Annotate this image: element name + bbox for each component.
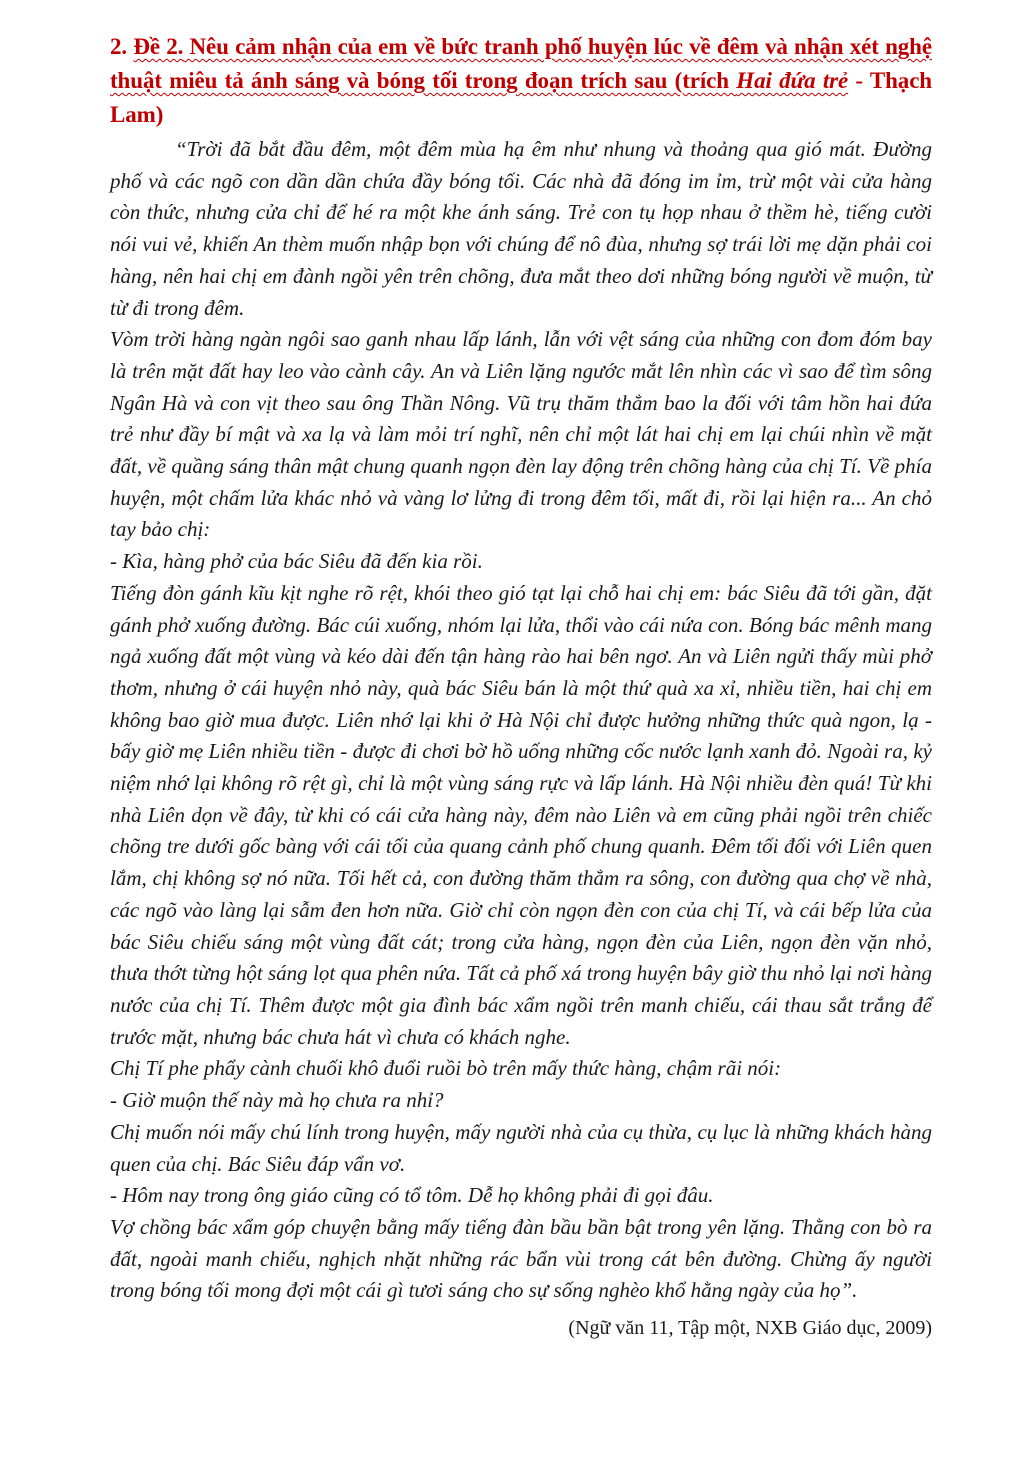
passage-paragraph: Vòm trời hàng ngàn ngôi sao ganh nhau lấp lánh, lẫn với vệt sáng của những con đom đóm bay là trên mặt đất hay leo vào cành cây. An và Liên lặng ngước mắt lên nhìn các vì sao để tìm sông Ngân Hà và con vịt theo sau ông Thần Nông. Vũ trụ thăm thẳm bao la đối với tâm hồn hai đứa trẻ như đầy bí mật và xa lạ và làm mỏi trí nghĩ, nên chỉ một lát hai chị em lại chúi nhìn về mặt đất, về quầng sáng thân mật chung quanh ngọn đèn lay động trên chõng hàng của chị Tí. Về phía huyện, một chấm lửa khác nhỏ và vàng lơ lửng đi trong đêm tối, mất đi, rồi lại hiện ra... An chỏ tay bảo chị: [110, 327, 932, 542]
passage-paragraph: Tiếng đòn gánh kĩu kịt nghe rõ rệt, khói theo gió tạt lại chỗ hai chị em: bác Siêu đã tới gần, đặt gánh phở xuống đường. Bác cúi xuống, nhóm lại lửa, thổi vào cái nứa con. Bóng bác mênh mang ngả xuống đất một vùng và kéo dài đến tận hàng rào hai bên ngơ. An và Liên ngửi thấy mùi phở thơm, nhưng ở cái huyện nhỏ này, quà bác Siêu bán là một thứ quà xa xỉ, nhiều tiền, hai chị em không bao giờ mua được. Liên nhớ lại khi ở Hà Nội chỉ được hưởng những thức quà ngon, lạ - bấy giờ mẹ Liên nhiều tiền - được đi chơi bờ hồ uống những cốc nước lạnh xanh đỏ. Ngoài ra, kỷ niệm nhớ lại không rõ rệt gì, chỉ là một vùng sáng rực và lấp lánh. Hà Nội nhiều đèn quá! Từ khi nhà Liên dọn về đây, từ khi có cái cửa hàng này, đêm nào Liên và em cũng phải ngồi trên chiếc chõng tre dưới gốc bàng với cái tối của quang cảnh phố chung quanh. Đêm tối đối với Liên quen lắm, chị không sợ nó nữa. Tối hết cả, con đường thăm thẳm ra sông, con đường qua chợ về nhà, các ngõ vào làng lại sẫm đen hơn nữa. Giờ chỉ còn ngọn đèn con của chị Tí, và cái bếp lửa của bác Siêu chiếu sáng một vùng đất cát; trong cửa hàng, ngọn đèn của Liên, ngọn đèn vặn nhỏ, thưa thớt từng hột sáng lọt qua phên nứa. Tất cả phố xá trong huyện bây giờ thu nhỏ lại nơi hàng nước của chị Tí. Thêm được một gia đình bác xẩm ngồi trên manh chiếu, cái thau sắt trắng để trước mặt, nhưng bác chưa hát vì chưa có khách nghe. [110, 580, 932, 1049]
question-label: Đề 2. [133, 34, 184, 59]
passage-paragraph: - Giờ muộn thế này mà họ chưa ra nhỉ? [110, 1088, 444, 1113]
passage-paragraph: Vợ chồng bác xẩm góp chuyện bằng mấy tiếng đàn bầu bần bật trong yên lặng. Thằng con bò ra đất, ngoài manh chiếu, nghịch nhặt những rác bẩn vùi trong cát bên đường. Chừng ấy người trong bóng tối mong đợi một cái gì tươi sáng cho sự sống nghèo khổ hằng ngày của họ”. [110, 1214, 932, 1303]
passage-paragraph: “Trời đã bắt đầu đêm, một đêm mùa hạ êm như nhung và thoảng qua gió mát. Đường phố và các ngõ con dần dần chứa đầy bóng tối. Các nhà đã đóng im ỉm, trừ một vài cửa hàng còn thức, nhưng cửa chỉ để hé ra một khe ánh sáng. Trẻ con tụ họp nhau ở thềm hè, tiếng cười nói vui vẻ, khiến An thèm muốn nhập bọn với chúng để nô đùa, nhưng sợ trái lời mẹ dặn phải coi hàng, nên hai chị em đành ngồi yên trên chõng, đưa mắt theo dơi những bóng người về muộn, từ từ đi trong đêm. [110, 137, 932, 320]
passage-paragraph: - Kìa, hàng phở của bác Siêu đã đến kia rồi. [110, 549, 483, 574]
document-page [110, 30, 932, 1343]
work-title: Hai đứa trẻ [736, 68, 849, 93]
question-number: 2. [110, 34, 128, 59]
passage-paragraph: - Hôm nay trong ông giáo cũng có tổ tôm. Dễ họ không phải đi gọi đâu. [110, 1183, 714, 1208]
passage-paragraph: Chị muốn nói mấy chú lính trong huyện, mấy người nhà của cụ thừa, cụ lục là những khách hàng quen của chị. Bác Siêu đáp vẩn vơ. [110, 1119, 932, 1176]
source-citation: (Ngữ văn 11, Tập một, NXB Giáo dục, 2009) [568, 1317, 932, 1340]
work-author: - Thạch Lam) [110, 68, 932, 127]
passage-paragraph: Chị Tí phe phẩy cành chuối khô đuổi ruồi bò trên mấy thức hàng, chậm rãi nói: [110, 1056, 782, 1081]
excerpt-passage [110, 134, 932, 1307]
question-prompt: Nêu cảm nhận của em về bức tranh phố huyện lúc về đêm và nhận xét nghệ thuật miêu tả ánh sáng và bóng tối trong đoạn trích sau (trích [110, 34, 932, 93]
question-heading [110, 30, 932, 132]
